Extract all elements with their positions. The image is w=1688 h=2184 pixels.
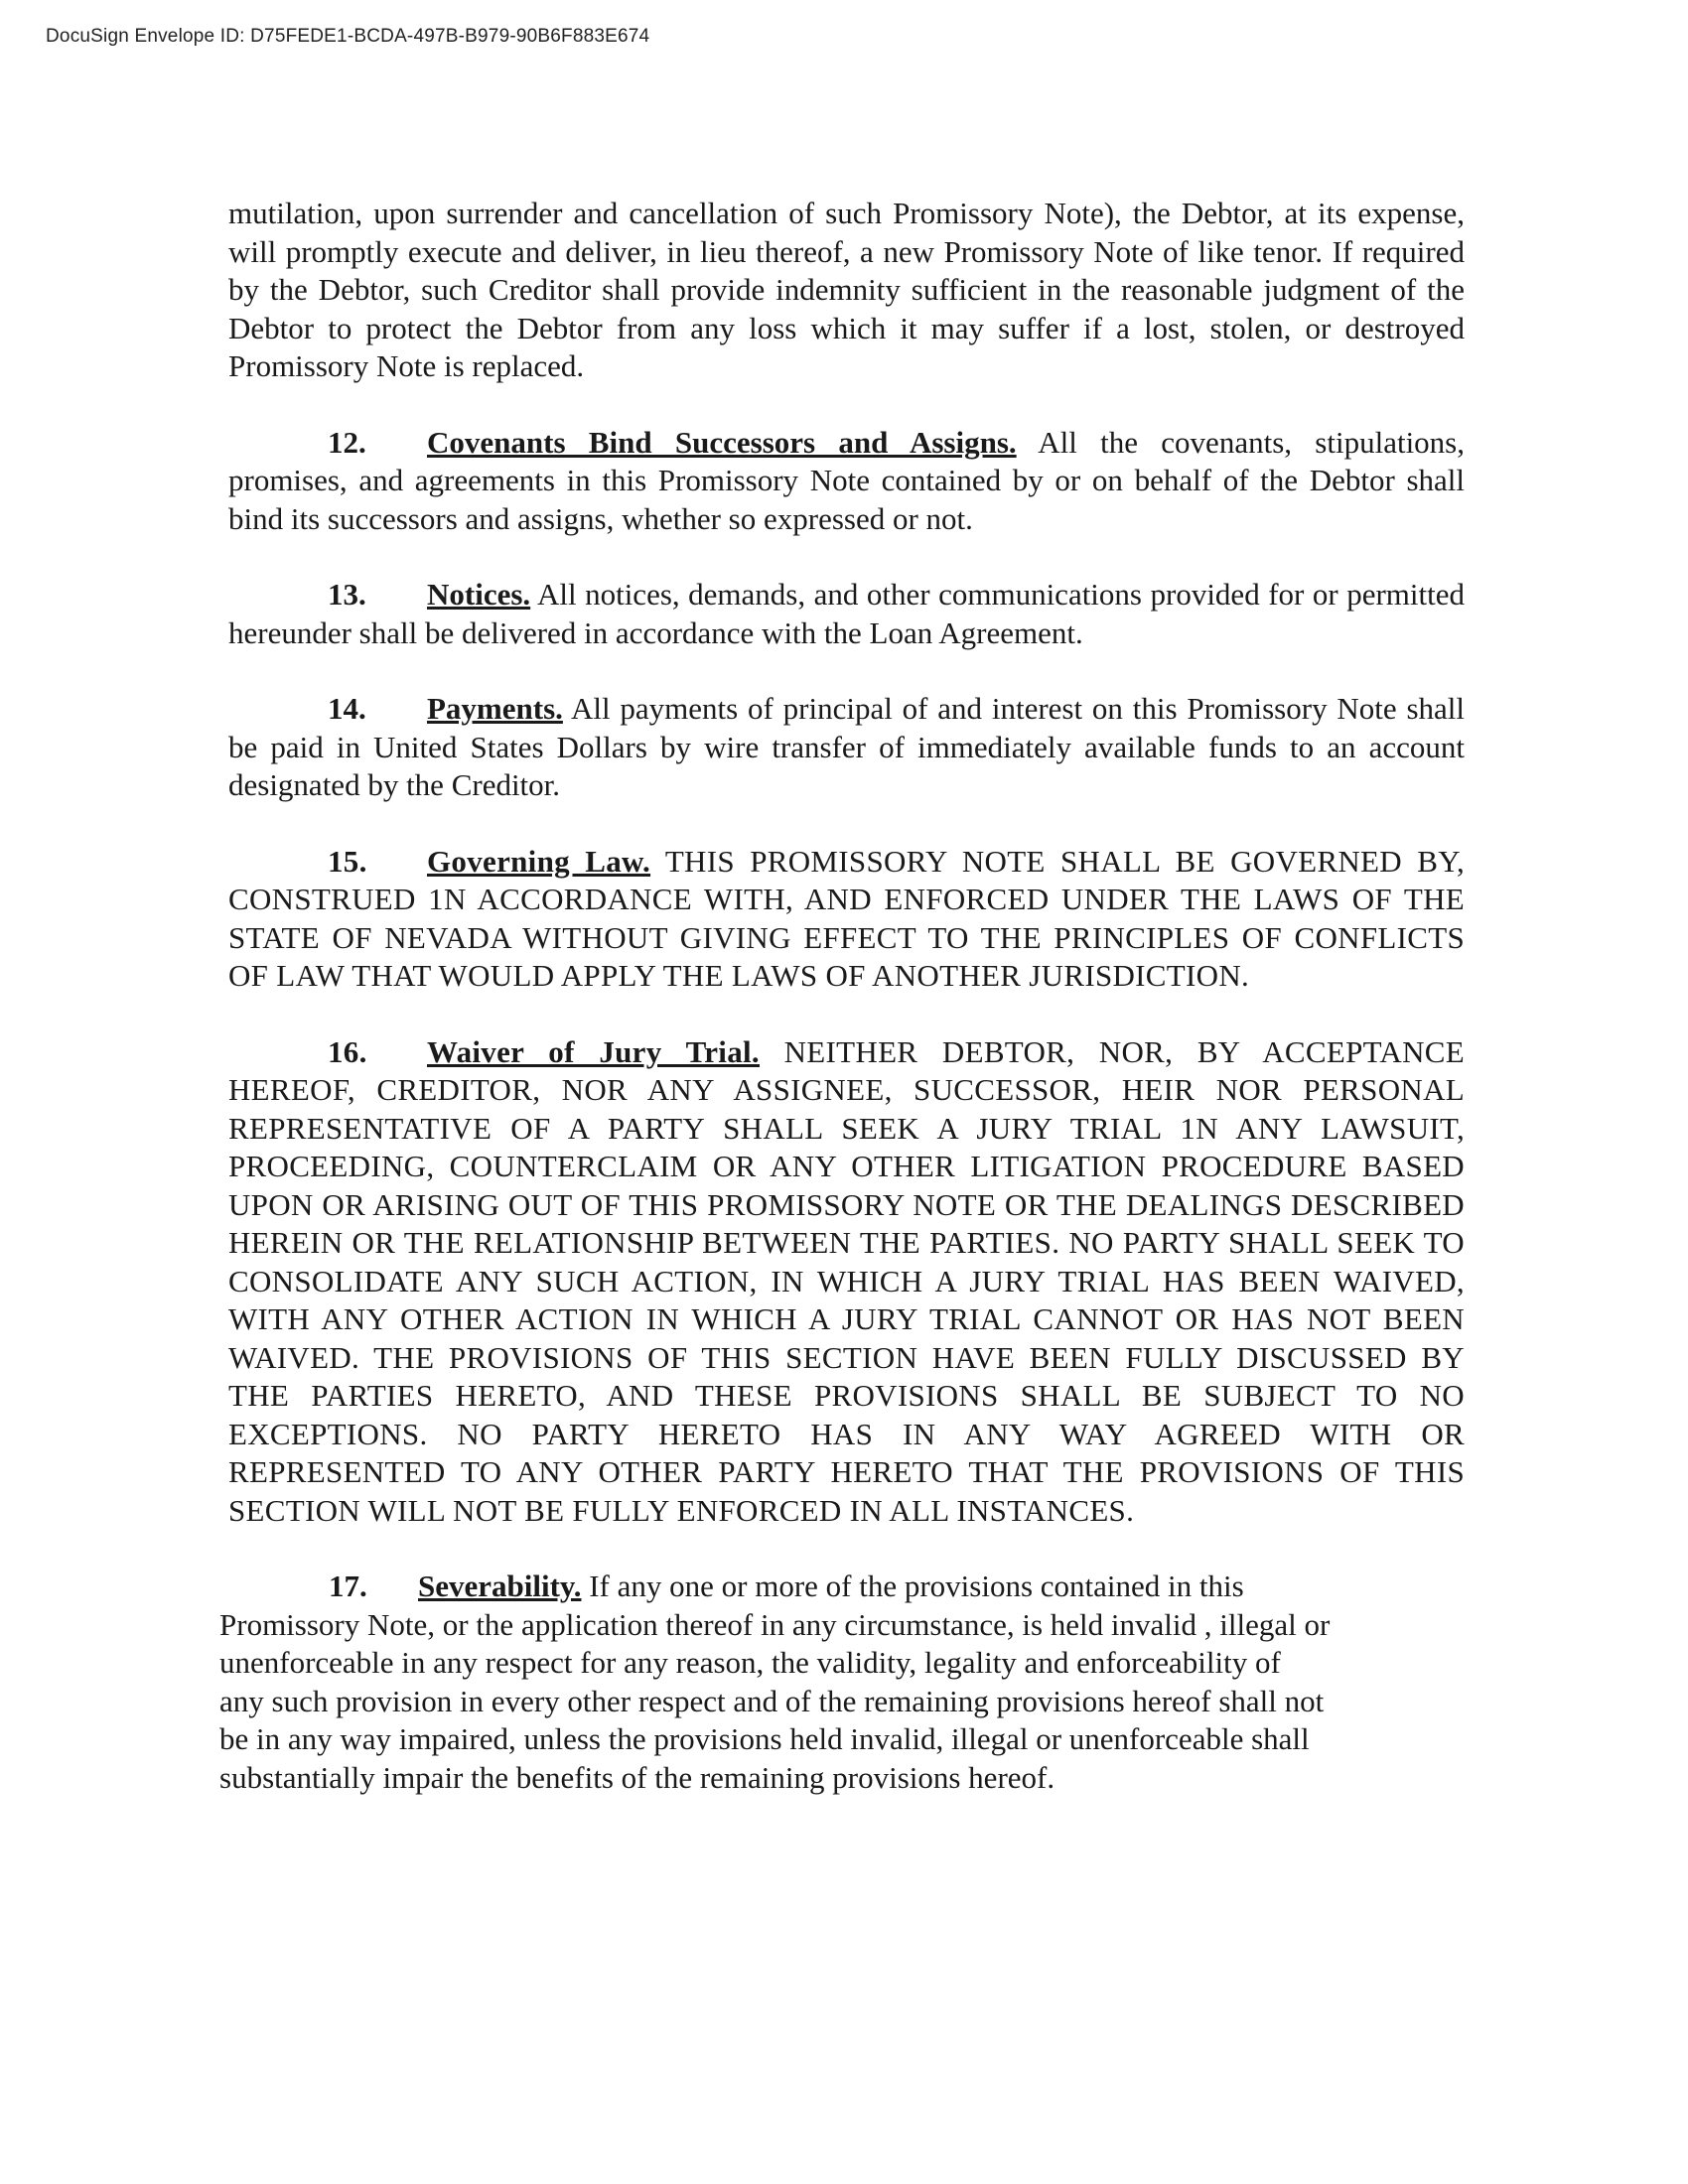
paragraph-gap xyxy=(228,1530,1465,1568)
section-17-line xyxy=(219,1568,1436,1606)
paragraph-gap xyxy=(228,386,1465,424)
section-17-line: unenforceable in any respect for any reason, the validity, legality and enforceability of xyxy=(219,1645,1281,1680)
section-13-paragraph xyxy=(228,576,1465,652)
section-14-heading: Payments. xyxy=(427,691,563,726)
section-13-heading: Notices. xyxy=(427,577,531,612)
section-17-number: 17. xyxy=(329,1569,367,1603)
document-body xyxy=(219,195,1466,1797)
section-15-paragraph xyxy=(228,843,1465,996)
section-15-text: THIS PROMISSORY NOTE SHALL BE GOVERNED BY, CONSTRUED 1N ACCORDANCE WITH, AND ENFORCED UNDER THE LAWS OF THE STATE OF NEVADA WITHOUT GIVING EFFECT TO THE PRINCIPLES OF CONFLICTS OF LAW THAT WOULD APPLY THE LAWS OF ANOTHER JURISDICTION. xyxy=(228,843,1466,993)
section-16-text: NEITHER DEBTOR, NOR, BY ACCEPTANCE HEREOF, CREDITOR, NOR ANY ASSIGNEE, SUCCESSOR, HEIR NOR PERSONAL REPRESENTATIVE OF A PARTY SHALL SEEK A JURY TRIAL 1N ANY LAWSUIT, PROCEEDING, COUNTERCLAIM OR ANY OTHER LITIGATION PROCEDURE BASED UPON OR ARISING OUT OF THIS PROMISSORY NOTE OR THE DEALINGS DESCRIBED HEREIN OR THE RELATIONSHIP BETWEEN THE PARTIES. NO PARTY SHALL SEEK TO CONSOLIDATE ANY SUCH ACTION, IN WHICH A JURY TRIAL HAS BEEN WAIVED, WITH ANY OTHER ACTION IN WHICH A JURY TRIAL CANNOT OR HAS NOT BEEN WAIVED. THE PROVISIONS OF THIS SECTION HAVE BEEN FULLY DISCUSSED BY THE PARTIES HERETO, AND THESE PROVISIONS SHALL BE SUBJECT TO NO EXCEPTIONS. NO PARTY HERETO HAS IN ANY WAY AGREED WITH OR REPRESENTED TO ANY OTHER PARTY HERETO THAT THE PROVISIONS OF THIS SECTION WILL NOT BE FULLY ENFORCED IN ALL INSTANCES. xyxy=(228,1033,1465,1528)
section-17-heading: Severability. xyxy=(418,1569,582,1603)
section-14-paragraph xyxy=(228,690,1465,805)
section-16-paragraph xyxy=(228,1033,1465,1531)
paragraph-gap xyxy=(228,996,1465,1033)
section-17-line: any such provision in every other respect and of the remaining provisions hereof shall not xyxy=(219,1683,1325,1718)
section-17-line: substantially impair the benefits of the remaining provisions hereof. xyxy=(219,1759,1055,1795)
section-15-heading: Governing Law. xyxy=(427,843,651,879)
section-13-text: All notices, demands, and other communications provided for or permitted hereunder shall be delivered in accordance with the Loan Agreement. xyxy=(228,577,1465,650)
docusign-envelope-id: DocuSign Envelope ID: D75FEDE1-BCDA-497B-B979-90B6F883E674 xyxy=(46,26,650,47)
section-17-line: be in any way impaired, unless the provisions held invalid, illegal or unenforceable shall xyxy=(219,1721,1310,1756)
paragraph-gap xyxy=(228,652,1465,690)
section-12-paragraph xyxy=(228,424,1465,539)
section-14-number: 14. xyxy=(328,691,366,726)
section-12-heading: Covenants Bind Successors and Assigns. xyxy=(427,424,1017,460)
section-17-text: If any one or more of the provisions contained in this xyxy=(581,1569,1244,1603)
section-16-number: 16. xyxy=(328,1033,367,1069)
section-17-paragraph xyxy=(219,1568,1436,1797)
section-12-text: All the covenants, stipulations, promises, and agreements in this Promissory Note contained by or on behalf of the Debtor shall bind its successors and assigns, whether so expressed or not. xyxy=(228,424,1466,536)
section-15-number: 15. xyxy=(328,843,367,879)
section-17-line: Promissory Note, or the application thereof in any circumstance, is held invalid , illegal or xyxy=(219,1606,1331,1642)
paragraph-gap xyxy=(228,538,1465,576)
section-12-number: 12. xyxy=(328,424,366,460)
intro-paragraph: mutilation, upon surrender and cancellation of such Promissory Note), the Debtor, at its expense, will promptly execute and deliver, in lieu thereof, a new Promissory Note of like tenor. If required by the Debtor, such Creditor shall provide indemnity sufficient in the reasonable judgment of the Debtor to protect the Debtor from any loss which it may suffer if a lost, stolen, or destroyed Promissory Note is replaced. xyxy=(228,196,1465,383)
section-16-heading: Waiver of Jury Trial. xyxy=(427,1033,760,1069)
section-13-number: 13. xyxy=(328,577,366,612)
section-14-text: All payments of principal of and interest on this Promissory Note shall be paid in United States Dollars by wire transfer of immediately available funds to an account designated by the Creditor. xyxy=(228,691,1465,802)
paragraph-gap xyxy=(228,805,1465,843)
